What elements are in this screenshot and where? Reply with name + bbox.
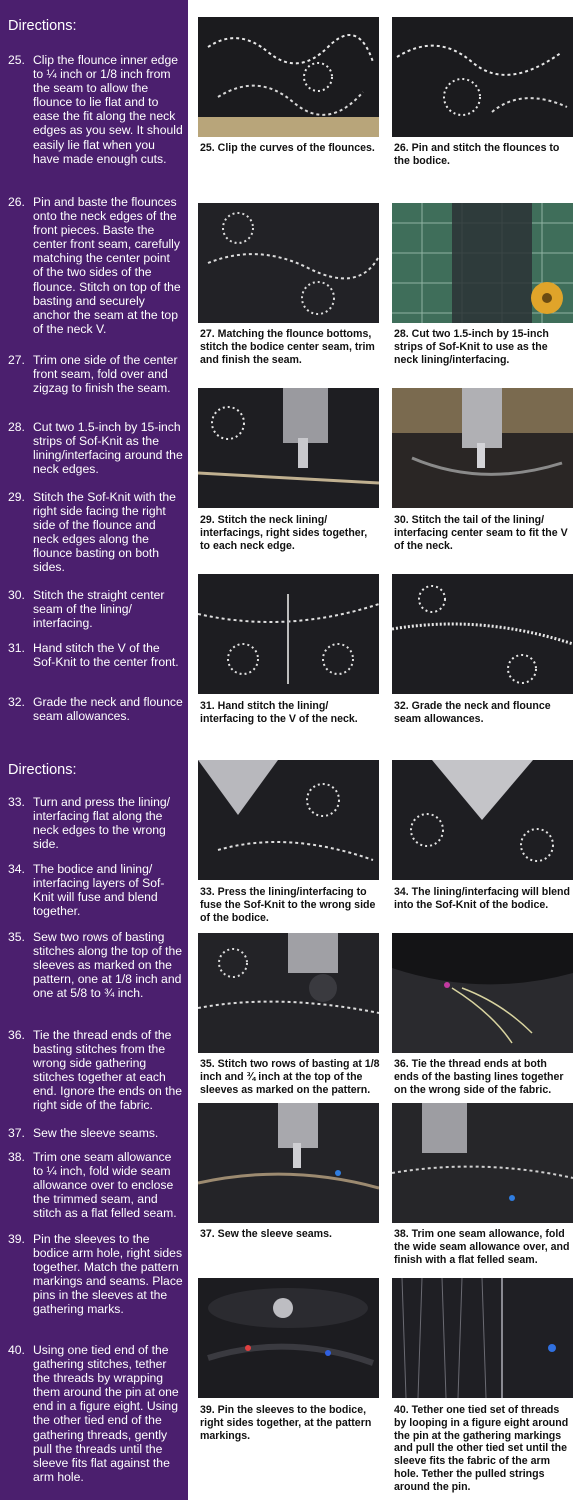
iron-photo-icon <box>198 760 379 880</box>
directions-heading: Directions: <box>8 762 77 778</box>
step-number: 33. <box>8 795 25 809</box>
photo-caption: 32. Grade the neck and flounce seam allowances. <box>394 700 551 725</box>
step-number: 39. <box>8 1232 25 1246</box>
step-text: Cut two 1.5-inch by 15-inch strips of Sof-Knit as the lining/interfacing around the neck edges. <box>33 420 183 477</box>
photo-caption: 37. Sew the sleeve seams. <box>200 1228 332 1240</box>
step-number: 29. <box>8 490 25 504</box>
fabric-photo-icon <box>198 17 379 137</box>
fabric-photo-icon <box>392 574 573 694</box>
sewing-machine-photo-icon <box>198 388 379 508</box>
step-number: 32. <box>8 695 25 709</box>
sewing-machine-photo-icon <box>392 1103 573 1223</box>
step-number: 40. <box>8 1343 25 1357</box>
step-number: 37. <box>8 1126 25 1140</box>
photo-30 <box>392 388 573 508</box>
photo-caption: 29. Stitch the neck lining/ interfacings, right sides together, to each neck edge. <box>200 514 368 552</box>
step-number: 28. <box>8 420 25 434</box>
step-text: Clip the flounce inner edge to ¼ inch or 1/8 inch from the seam to allow the flounce to lie flat and to ease the fit along the neck edges as you sew. It should easily lie flat when you have made enough cuts. <box>33 53 183 166</box>
step-text: Stitch the Sof-Knit with the right side facing the right side of the flounce and neck edges along the flounce basting on both sides. <box>33 490 176 575</box>
photo-caption: 25. Clip the curves of the flounces. <box>200 142 375 154</box>
sewing-machine-photo-icon <box>392 388 573 508</box>
photo-caption: 39. Pin the sleeves to the bodice, right sides together, at the pattern markings. <box>200 1404 372 1442</box>
fabric-photo-icon <box>392 17 573 137</box>
photo-caption: 30. Stitch the tail of the lining/ interfacing center seam to fit the V of the neck. <box>394 514 568 552</box>
step-number: 25. <box>8 53 25 67</box>
step-text: Trim one side of the center front seam, fold over and zigzag to finish the seam. <box>33 353 178 396</box>
photo-27 <box>198 203 379 323</box>
photo-31 <box>198 574 379 694</box>
photo-33 <box>198 760 379 880</box>
photo-caption: 34. The lining/interfacing will blend into the Sof-Knit of the bodice. <box>394 886 570 911</box>
photo-39 <box>198 1278 379 1398</box>
step-text: The bodice and lining/ interfacing layers of Sof-Knit will fuse and blend together. <box>33 862 165 919</box>
photo-32 <box>392 574 573 694</box>
photo-caption: 28. Cut two 1.5-inch by 15-inch strips of Sof-Knit to use as the neck lining/interfacing. <box>394 328 549 366</box>
photo-caption: 33. Press the lining/interfacing to fuse the Sof-Knit to the wrong side of the bodice. <box>200 886 376 924</box>
photo-35 <box>198 933 379 1053</box>
step-number: 34. <box>8 862 25 876</box>
thread-photo-icon <box>392 933 573 1053</box>
step-text: Stitch the straight center seam of the lining/ interfacing. <box>33 588 165 631</box>
iron-photo-icon <box>392 760 573 880</box>
step-text: Using one tied end of the gathering stitches, tether the threads by wrapping them around the pin at one end in a figure eight. Using the other tied end of the gathering threads, gently pull the threads until the sleeve fits flat against the arm hole. <box>33 1343 179 1484</box>
photo-caption: 35. Stitch two rows of basting at 1/8 inch and ¾ inch at the top of the sleeves as marked on the pattern. <box>200 1058 380 1096</box>
step-text: Tie the thread ends of the basting stitches from the wrong side gathering stitches together at each end. Ignore the ends on the right side of the fabric. <box>33 1028 183 1113</box>
photo-caption: 38. Trim one seam allowance, fold the wide seam allowance over, and finish with a flat felled seam. <box>394 1228 570 1266</box>
photo-caption: 27. Matching the flounce bottoms, stitch the bodice center seam, trim and finish the seam. <box>200 328 375 366</box>
step-text: Trim one seam allowance to ¼ inch, fold wide seam allowance over to enclose the trimmed seam, and stitch as a flat felled seam. <box>33 1150 177 1221</box>
step-text: Turn and press the lining/ interfacing flat along the neck edges to the wrong side. <box>33 795 171 852</box>
photo-34 <box>392 760 573 880</box>
photo-37 <box>198 1103 379 1223</box>
step-number: 36. <box>8 1028 25 1042</box>
step-number: 38. <box>8 1150 25 1164</box>
step-text: Grade the neck and flounce seam allowances. <box>33 695 183 724</box>
step-text: Hand stitch the V of the Sof-Knit to the center front. <box>33 641 179 670</box>
gathering-threads-photo-icon <box>392 1278 573 1398</box>
step-text: Sew the sleeve seams. <box>33 1126 159 1140</box>
photo-caption: 31. Hand stitch the lining/ interfacing to the V of the neck. <box>200 700 358 725</box>
photo-36 <box>392 933 573 1053</box>
photo-caption: 36. Tie the thread ends at both ends of the basting lines together on the wrong side of the fabric. <box>394 1058 564 1096</box>
step-number: 30. <box>8 588 25 602</box>
step-text: Pin the sleeves to the bodice arm hole, right sides together. Match the pattern markings and seams. Place pins in the sleeves at the gathering marks. <box>33 1232 183 1317</box>
fabric-photo-icon <box>198 574 379 694</box>
sewing-machine-photo-icon <box>198 1103 379 1223</box>
pinned-sleeve-photo-icon <box>198 1278 379 1398</box>
step-number: 27. <box>8 353 25 367</box>
photo-38 <box>392 1103 573 1223</box>
directions-sidebar <box>0 0 188 1500</box>
step-number: 35. <box>8 930 25 944</box>
photo-caption: 26. Pin and stitch the flounces to the bodice. <box>394 142 560 167</box>
sewing-machine-photo-icon <box>198 933 379 1053</box>
photo-28 <box>392 203 573 323</box>
photo-40 <box>392 1278 573 1398</box>
photo-caption: 40. Tether one tied set of threads by looping in a figure eight around the pin at the gathering markings and pull the other tied set until the sleeve fits the fabric of the arm hole. Tether the pulled strings around the pin. <box>394 1404 569 1493</box>
photo-25 <box>198 17 379 137</box>
step-number: 26. <box>8 195 25 209</box>
step-number: 31. <box>8 641 25 655</box>
fabric-photo-icon <box>198 203 379 323</box>
photo-26 <box>392 17 573 137</box>
cutting-mat-photo-icon <box>392 203 573 323</box>
photo-29 <box>198 388 379 508</box>
step-text: Pin and baste the flounces onto the neck edges of the front pieces. Baste the center front seam, carefully matching the center point of the two sides of the flounce. Stitch on top of the basting and securely anchor the seam at the top of the neck V. <box>33 195 181 336</box>
directions-heading: Directions: <box>8 18 77 34</box>
step-text: Sew two rows of basting stitches along the top of the sleeves as marked on the pattern, one at 1/8 inch and one at 5/8 to ¾ inch. <box>33 930 183 1001</box>
